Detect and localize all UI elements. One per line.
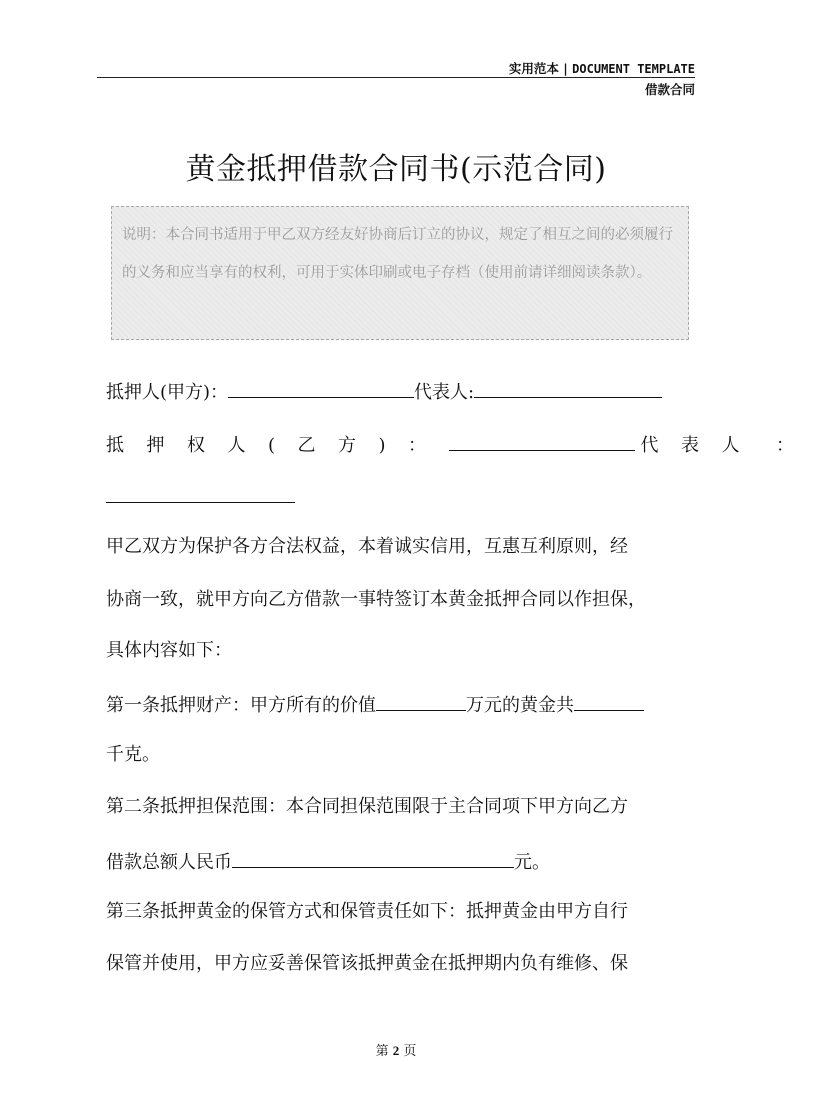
article-1-line (106, 688, 644, 721)
article-1-text-b: 万元的黄金共 (466, 695, 574, 716)
party-a-label: 抵押人(甲方)： (106, 382, 229, 403)
party-b-line (106, 428, 817, 461)
party-a-rep-blank[interactable] (474, 375, 662, 398)
party-b-rep-colon: ： (776, 435, 817, 456)
header-label-cn: 实用范本 (508, 61, 559, 76)
header-separator: | (563, 61, 568, 76)
party-b-rep-line (106, 480, 295, 513)
article-2-line: 第二条抵押担保范围：本合同担保范围限于主合同项下甲方向乙方 (106, 796, 628, 817)
header-divider (97, 77, 695, 78)
party-a-line (106, 375, 662, 408)
notice-box (111, 206, 689, 340)
party-a-blank[interactable] (228, 375, 414, 398)
header-label (509, 59, 695, 77)
header-label-en: DOCUMENT TEMPLATE (572, 62, 695, 76)
article-2-amount-line (106, 845, 550, 878)
article-1-text-a: 第一条抵押财产：甲方所有的价值 (106, 695, 376, 716)
party-b-rep-head: 代表人 (640, 435, 763, 456)
page-number: 2 (392, 1043, 400, 1058)
article-3-line-1: 第三条抵押黄金的保管方式和保管责任如下：抵押黄金由甲方自行 (106, 901, 628, 922)
article-2-text-c: 元。 (514, 852, 550, 873)
gold-value-blank[interactable] (376, 688, 466, 711)
article-1-end: 千克。 (106, 744, 160, 765)
intro-line-3: 具体内容如下： (106, 640, 232, 661)
footer-prefix: 第 (375, 1044, 389, 1059)
article-3-line-2: 保管并使用，甲方应妥善保管该抵押黄金在抵押期内负有维修、保 (106, 953, 628, 974)
party-b-label: 抵押权人(乙方)： (106, 435, 449, 456)
page-footer (0, 1040, 792, 1059)
intro-line-2: 协商一致，就甲方向乙方借款一事特签订本黄金抵押合同以作担保， (106, 589, 646, 610)
party-b-blank[interactable] (449, 428, 635, 451)
party-b-rep-blank[interactable] (106, 480, 295, 503)
notice-text: 说明：本合同书适用于甲乙双方经友好协商后订立的协议，规定了相互之间的必须履行的义务和应当享有的权利，可用于实体印刷或电子存档（使用前请详细阅读条款）。 (122, 227, 673, 281)
footer-suffix: 页 (403, 1044, 417, 1059)
gold-weight-blank[interactable] (574, 688, 644, 711)
intro-line-1: 甲乙双方为保护各方合法权益，本着诚实信用，互惠互利原则，经 (106, 536, 628, 557)
header-subtitle: 借款合同 (644, 82, 695, 97)
article-2-text-b: 借款总额人民币 (106, 852, 232, 873)
page-title: 黄金抵押借款合同书(示范合同) (185, 152, 607, 187)
loan-amount-blank[interactable] (232, 845, 514, 868)
party-a-rep-label: 代表人: (414, 382, 475, 403)
